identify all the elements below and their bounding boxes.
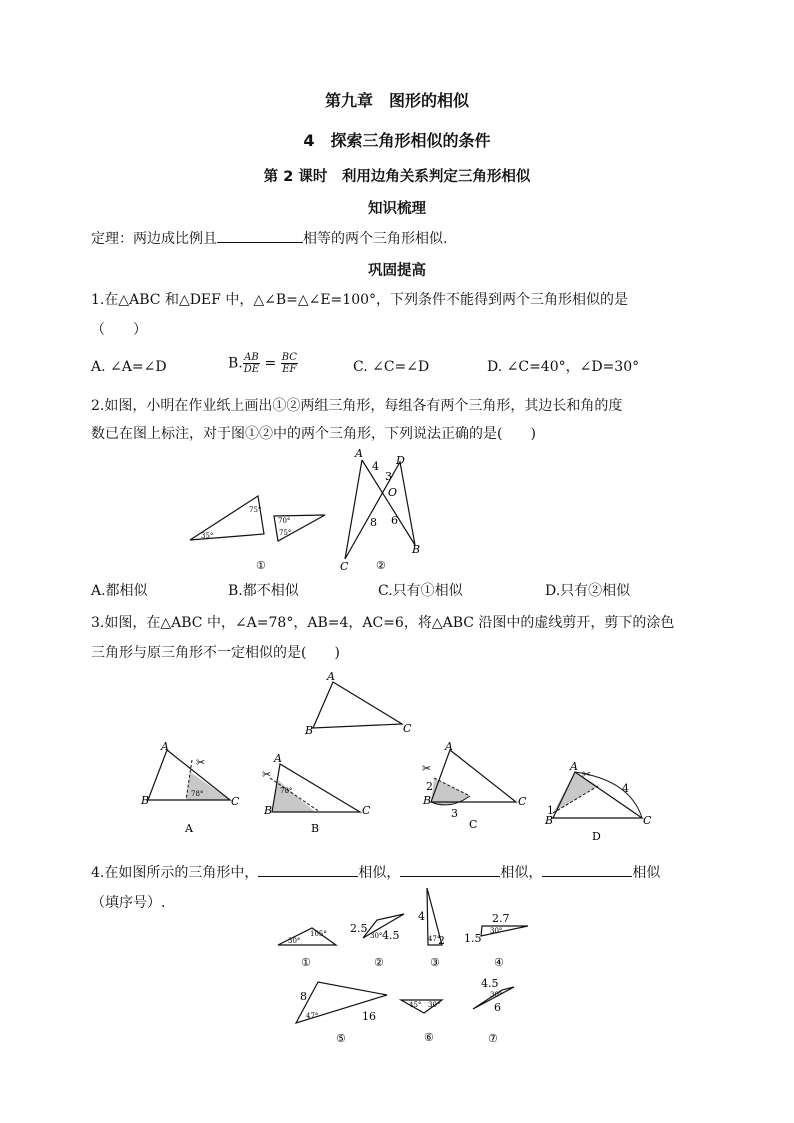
q4-line2: （填序号）. bbox=[91, 895, 166, 911]
q4-t3-s2: 2 bbox=[438, 934, 445, 947]
q4-t4-a1: 30° bbox=[490, 927, 503, 935]
theorem-line bbox=[91, 228, 447, 249]
q2-fig1-angle1: 75° bbox=[249, 506, 262, 514]
q4-t5 bbox=[296, 982, 387, 1045]
q4-t7-s1: 4.5 bbox=[481, 977, 499, 990]
q2-fig1-angle2: 35° bbox=[201, 532, 214, 540]
q2-option-c: C.只有①相似 bbox=[378, 583, 463, 599]
theorem-after: 相等的两个三角形相似. bbox=[303, 231, 448, 247]
q4-t1-caption: ① bbox=[301, 956, 311, 969]
q4-blank1 bbox=[258, 862, 358, 877]
q4-t1-tri bbox=[278, 928, 336, 945]
q1-stem: 1.在△ABC 和△DEF 中，△∠B=△∠E=100°，下列条件不能得到两个三角形相似的是 bbox=[91, 292, 629, 308]
q3-figD-caption: D bbox=[592, 830, 601, 843]
q4-blank3 bbox=[542, 862, 632, 877]
q1-frac2 bbox=[281, 352, 298, 375]
q4-t7-caption: ⑦ bbox=[488, 1032, 498, 1045]
q3-figD-C: C bbox=[643, 814, 652, 827]
q4-t1-a2: 105° bbox=[310, 930, 327, 938]
q2-option-d: D.只有②相似 bbox=[545, 583, 631, 599]
q4-line1-c: 相似， bbox=[500, 865, 543, 881]
q4-line1-a: 4.在如图所示的三角形中， bbox=[91, 865, 259, 881]
q3-figC bbox=[422, 740, 527, 831]
q3-figD-s1: 1 bbox=[547, 804, 554, 817]
q3-line1: 3.如图，在△ABC 中，∠A=78°，AB=4，AC=6，将△ABC 沿图中的虚线剪开，剪下的涂色 bbox=[91, 615, 675, 631]
q2-fig2-A: A bbox=[355, 447, 363, 460]
chapter-title: 第九章 图形的相似 bbox=[324, 91, 469, 110]
knowledge-title: 知识梳理 bbox=[368, 201, 426, 217]
q2-fig2-C: C bbox=[340, 560, 349, 573]
scissors-icon: ✂ bbox=[262, 768, 272, 781]
q2-fig2-s4: 4 bbox=[372, 460, 379, 473]
q4-t4-s1: 2.7 bbox=[492, 912, 510, 925]
q2-fig2 bbox=[340, 447, 420, 573]
q3-main bbox=[304, 670, 412, 737]
q4-t5-caption: ⑤ bbox=[336, 1032, 346, 1045]
q4-t7-a1: 30° bbox=[490, 991, 503, 999]
q3-figD-s4: 4 bbox=[622, 782, 629, 795]
q4-t6-caption: ⑥ bbox=[424, 1031, 434, 1044]
q4-line1-b: 相似， bbox=[358, 865, 401, 881]
q4-blank2 bbox=[400, 862, 500, 877]
q4-t4-tri bbox=[481, 926, 528, 936]
q3-figB bbox=[262, 752, 371, 835]
q4-t7-s2: 6 bbox=[494, 1001, 501, 1014]
q4-t3 bbox=[418, 888, 445, 969]
practice-title: 巩固提高 bbox=[368, 263, 426, 279]
q4-t6-a2: 30° bbox=[428, 1001, 441, 1009]
q3-main-A: A bbox=[327, 670, 335, 683]
q3-figC-A: A bbox=[445, 740, 453, 753]
q3-figure bbox=[130, 668, 670, 848]
q2-line2: 数已在图上标注，对于图①②中的两个三角形，下列说法正确的是( ) bbox=[91, 426, 536, 442]
q4-t2-s2: 4.5 bbox=[382, 929, 400, 942]
q4-t5-a1: 47° bbox=[306, 1012, 319, 1020]
q4-t4 bbox=[464, 912, 528, 969]
q4-t6 bbox=[401, 1000, 442, 1044]
q4-t6-a1: 45° bbox=[409, 1001, 422, 1009]
q1-frac2-den: EF bbox=[282, 364, 297, 375]
theorem-blank bbox=[217, 228, 303, 243]
q3-figA-A: A bbox=[161, 740, 169, 753]
q3-figC-B: B bbox=[423, 794, 432, 807]
q2-fig1-caption: ① bbox=[256, 559, 266, 572]
q3-figC-s2: 2 bbox=[426, 780, 433, 793]
q3-figB-angle: 78° bbox=[280, 787, 293, 795]
q3-main-B: B bbox=[305, 724, 314, 737]
q1-frac1 bbox=[243, 352, 260, 375]
q1-frac2-num: BC bbox=[281, 352, 297, 363]
q3-figC-C: C bbox=[518, 795, 527, 808]
q3-main-tri bbox=[313, 682, 402, 728]
q4-t2-caption: ② bbox=[374, 956, 384, 969]
scissors-icon: ✂ bbox=[582, 768, 592, 781]
q3-figC-s3: 3 bbox=[451, 807, 458, 820]
q1-eq: = bbox=[264, 355, 277, 372]
q3-figD-shade bbox=[553, 772, 598, 813]
q3-figB-caption: B bbox=[311, 822, 320, 835]
q4-t5-s1: 8 bbox=[300, 990, 307, 1003]
q3-main-C: C bbox=[403, 722, 412, 735]
q4-t1 bbox=[278, 928, 336, 969]
lesson-title: 第 2 课时 利用边角关系判定三角形相似 bbox=[263, 169, 531, 185]
q1-option-b-prefix: B. bbox=[228, 355, 243, 372]
q1-frac1-den: DE bbox=[243, 364, 260, 375]
q3-figB-A: A bbox=[274, 752, 282, 765]
q3-line2: 三角形与原三角形不一定相似的是( ) bbox=[91, 645, 340, 661]
q2-fig1-angle4: 75° bbox=[279, 529, 292, 537]
q2-option-a: A.都相似 bbox=[91, 583, 148, 599]
q3-figB-B: B bbox=[264, 804, 273, 817]
q3-figB-C: C bbox=[362, 804, 371, 817]
theorem-before: 定理：两边成比例且 bbox=[91, 231, 217, 247]
q2-fig2-lines bbox=[345, 460, 415, 559]
q4-t3-s1: 4 bbox=[418, 910, 425, 923]
q4-t3-a1: 47° bbox=[428, 935, 441, 943]
q3-figB-shade bbox=[272, 780, 315, 812]
scissors-icon: ✂ bbox=[422, 762, 432, 775]
q2-fig2-s6: 6 bbox=[391, 514, 398, 527]
q2-figure bbox=[180, 446, 440, 576]
q4-t1-a1: 30° bbox=[288, 937, 301, 945]
q2-fig1-angle3: 70° bbox=[278, 517, 291, 525]
q2-option-b: B.都不相似 bbox=[228, 583, 299, 599]
scissors-icon: ✂ bbox=[196, 756, 206, 769]
section-title: 4 探索三角形相似的条件 bbox=[303, 131, 491, 150]
q3-figA-caption: A bbox=[185, 822, 193, 835]
q3-figC-shade bbox=[431, 778, 470, 805]
q4-line1-d: 相似 bbox=[632, 865, 661, 881]
q1-frac1-num: AB bbox=[244, 352, 259, 363]
q3-figA bbox=[140, 740, 240, 835]
q2-fig2-O: O bbox=[388, 486, 398, 499]
q1-option-a: A. ∠A=∠D bbox=[91, 359, 167, 375]
q3-figD-B: B bbox=[545, 814, 554, 827]
q2-line1: 2.如图，小明在作业纸上画出①②两组三角形，每组各有两个三角形，其边长和角的度 bbox=[91, 398, 623, 414]
q2-fig2-B: B bbox=[412, 543, 421, 556]
q2-fig2-D: D bbox=[396, 454, 405, 467]
q4-t5-s2: 16 bbox=[362, 1010, 376, 1023]
q2-fig2-caption: ② bbox=[376, 559, 386, 572]
q3-figA-B: B bbox=[141, 794, 150, 807]
q4-t2-s1: 2.5 bbox=[350, 922, 368, 935]
q1-option-d: D. ∠C=40°，∠D=30° bbox=[487, 359, 640, 375]
q4-t7 bbox=[473, 977, 514, 1045]
q4-t2-a1: 30° bbox=[370, 932, 383, 940]
q4-t2 bbox=[350, 914, 404, 969]
q4-figure bbox=[270, 880, 530, 1050]
q2-fig2-s3: 3 bbox=[385, 470, 392, 483]
q3-figA-C: C bbox=[231, 795, 240, 808]
q2-fig1 bbox=[190, 496, 325, 572]
q3-figD bbox=[544, 760, 652, 843]
q1-option-b bbox=[228, 352, 298, 375]
q4-t4-s2: 1.5 bbox=[464, 932, 482, 945]
q4-t4-caption: ④ bbox=[494, 956, 504, 969]
q2-fig2-s8: 8 bbox=[370, 516, 377, 529]
q3-figA-angle: 78° bbox=[191, 790, 204, 798]
q1-option-c: C. ∠C=∠D bbox=[353, 359, 430, 375]
q3-figC-caption: C bbox=[469, 818, 478, 831]
q4-t3-caption: ③ bbox=[430, 956, 440, 969]
q3-figD-A: A bbox=[570, 760, 578, 773]
q1-paren: （ ） bbox=[91, 322, 147, 338]
